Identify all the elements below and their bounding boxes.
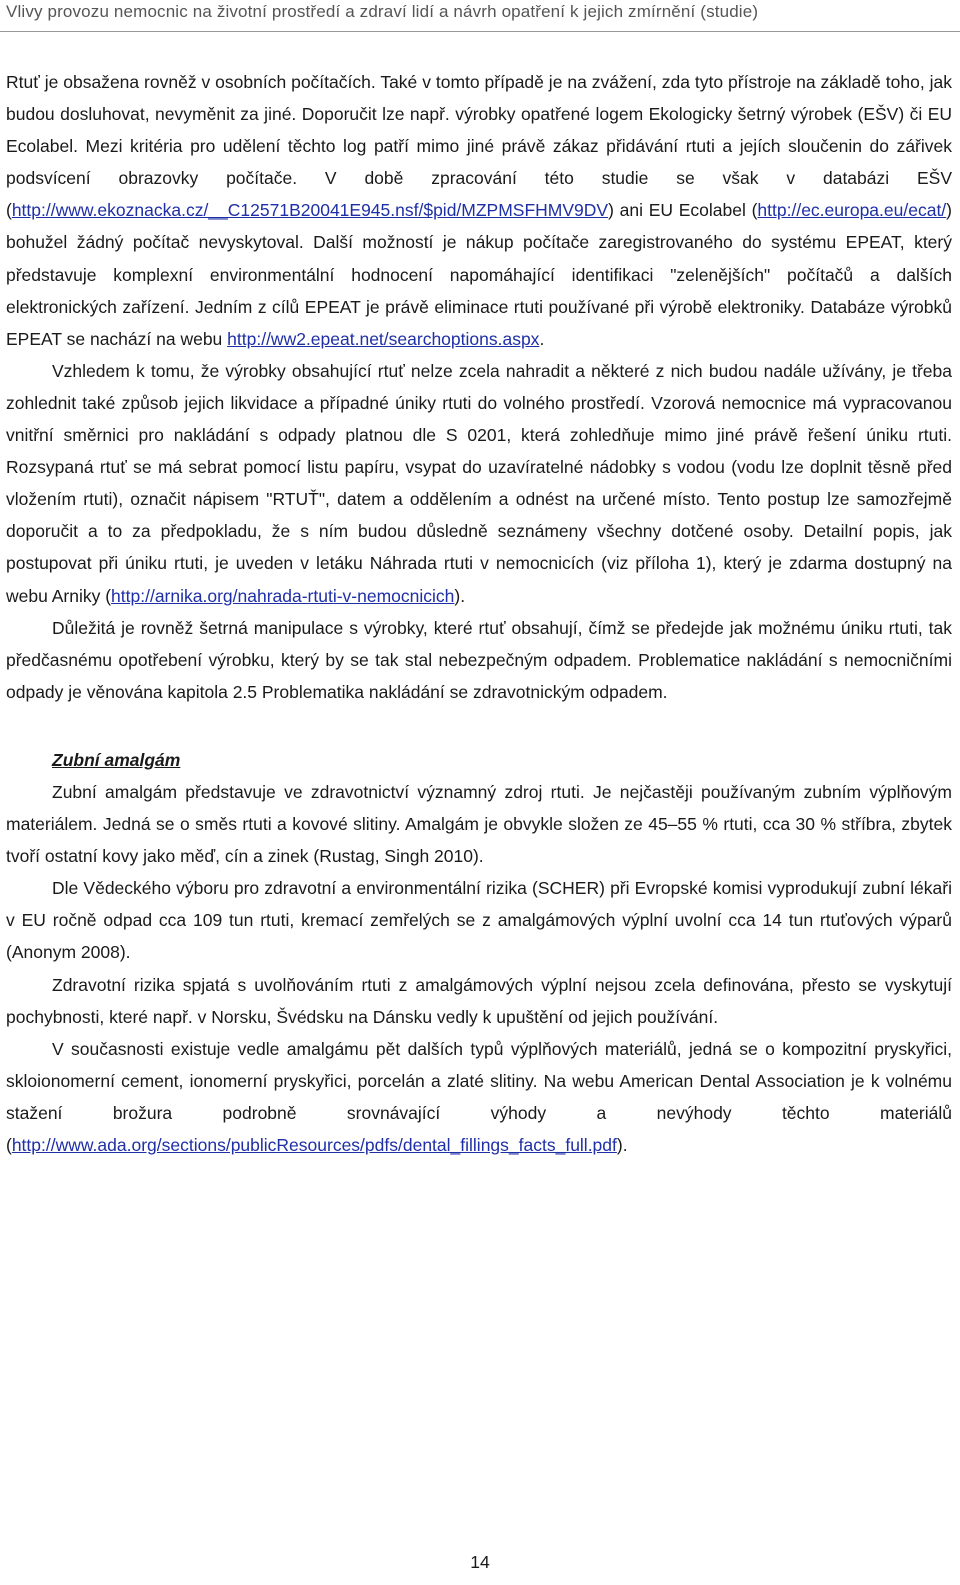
text-segment: V současnosti existuje vedle amalgámu pět dalších typů výplňových materiálů, jedná se o kompozitní pryskyřici, skloionomerní cement, ionomerní pryskyřici, porcelán a zlaté slitiny. Na webu American Dental Association je k volnému stažení brožura podrobně srovnávající výhody a nevýhody těchto materiálů ( (6, 1038, 952, 1155)
text-segment: ) bohužel žádný počítač nevyskytoval. Další možností je nákup počítače zaregistrovaného do systému EPEAT, který představuje komplexní environmentální hodnocení napomáhající identifikaci "zelenějších" počítačů a dalších elektronických zařízení. Jedním z cílů EPEAT je právě eliminace rtuti používané při výrobě elektroniky. Databáze výrobků EPEAT se nachází na webu (6, 200, 952, 349)
section-title-amalgam: Zubní amalgám (52, 749, 181, 770)
link-arnika[interactable]: http://arnika.org/nahrada-rtuti-v-nemocnicich (111, 585, 455, 606)
paragraph-alternatives (6, 1033, 952, 1161)
link-eszv-database[interactable]: http://www.ekoznacka.cz/__C12571B20041E945.nsf/$pid/MZPMSFHMV9DV (11, 200, 609, 221)
document-body (6, 66, 952, 1161)
page-number: 14 (470, 1552, 490, 1572)
section-spacer (6, 708, 952, 744)
paragraph-disposal (6, 355, 952, 612)
paragraph-scher: Dle Vědeckého výboru pro zdravotní a environmentální rizika (SCHER) při Evropské komisi vyprodukují zubní lékaři v EU ročně odpad cca 109 tun rtuti, kremací zemřelých se z amalgámových výplní uvolní cca 14 tun rtuťových výparů (Anonym 2008). (6, 878, 952, 963)
text-segment: Rtuť je obsažena rovněž v osobních počítačích. Také v tomto případě je na zvážení, zda tyto přístroje na základě toho, jak budou dosluhovat, nevyměnit za jiné. Doporučit lze např. výrobky opatřené logem Ekologicky šetrný výrobek (EŠV) či EU Ecolabel. Mezi kritéria pro udělení těchto log patří mimo jiné právě zákaz přidávání rtuti a jejích sloučenin do zářivek podsvícení obrazovky počítače. V době zpracování této studie se však v databázi EŠV ( (6, 72, 952, 221)
text-segment: ). (616, 1135, 628, 1155)
text-segment: . (539, 328, 545, 349)
text-segment: ) ani EU Ecolabel ( (608, 200, 758, 221)
header-divider (0, 31, 960, 32)
link-epeat[interactable]: http://ww2.epeat.net/searchoptions.aspx (227, 328, 540, 349)
link-eu-ecolabel[interactable]: http://ec.europa.eu/ecat/ (757, 200, 947, 221)
text-segment: ). (454, 585, 466, 606)
paragraph-health-risks: Zdravotní rizika spjatá s uvolňováním rtuti z amalgámových výplní nejsou zcela definována, přesto se vyskytují pochybnosti, které např. v Norsku, Švédsku na Dánsku vedly k upuštění od jejich používání. (6, 974, 952, 1027)
paragraph-handling: Důležitá je rovněž šetrná manipulace s výrobky, které rtuť obsahují, čímž se předejde jak možnému úniku rtuti, tak předčasnému opotřebení výrobku, který by se tak stal nebezpečným odpadem. Problematice nakládání s nemocničními odpady je věnována kapitola 2.5 Problematika nakládání se zdravotnickým odpadem. (6, 617, 952, 702)
paragraph-computers (6, 66, 952, 355)
text-segment: Vzhledem k tomu, že výrobky obsahující rtuť nelze zcela nahradit a některé z nich budou nadále užívány, je třeba zohlednit také způsob jejich likvidace a případné úniky rtuti do volného prostředí. Vzorová nemocnice má vypracovanou vnitřní směrnici pro nakládání s odpady platnou dle S 0201, která zohledňuje mimo jiné právě řešení úniku rtuti. Rozsypaná rtuť se má sebrat pomocí listu papíru, vsypat do uzavíratelné nádobky s vodou (vodu lze doplnit těsně před vložením rtuti), označit nápisem "RTUŤ", datem a oddělením a odnést na určené místo. Tento postup lze samozřejmě doporučit a to za předpokladu, že s ním budou důsledně seznámeny všechny dotčené osoby. Detailní popis, jak postupovat při úniku rtuti, je uveden v letáku Náhrada rtuti v nemocnicích (viz příloha 1), který je zdarma dostupný na webu Arniky ( (6, 360, 952, 606)
paragraph-amalgam-intro: Zubní amalgám představuje ve zdravotnictví významný zdroj rtuti. Je nejčastěji používaným zubním výplňovým materiálem. Jedná se o směs rtuti a kovové slitiny. Amalgám je obvykle složen ze 45–55 % rtuti, cca 30 % stříbra, zbytek tvoří ostatní kovy jako měď, cín a zinek (Rustag, Singh 2010). (6, 781, 952, 867)
running-header: Vlivy provozu nemocnic na životní prostředí a zdraví lidí a návrh opatření k jejich zmírnění (studie) (6, 2, 759, 21)
link-ada-brochure[interactable]: http://www.ada.org/sections/publicResources/pdfs/dental_fillings_facts_full.pdf (11, 1135, 617, 1155)
